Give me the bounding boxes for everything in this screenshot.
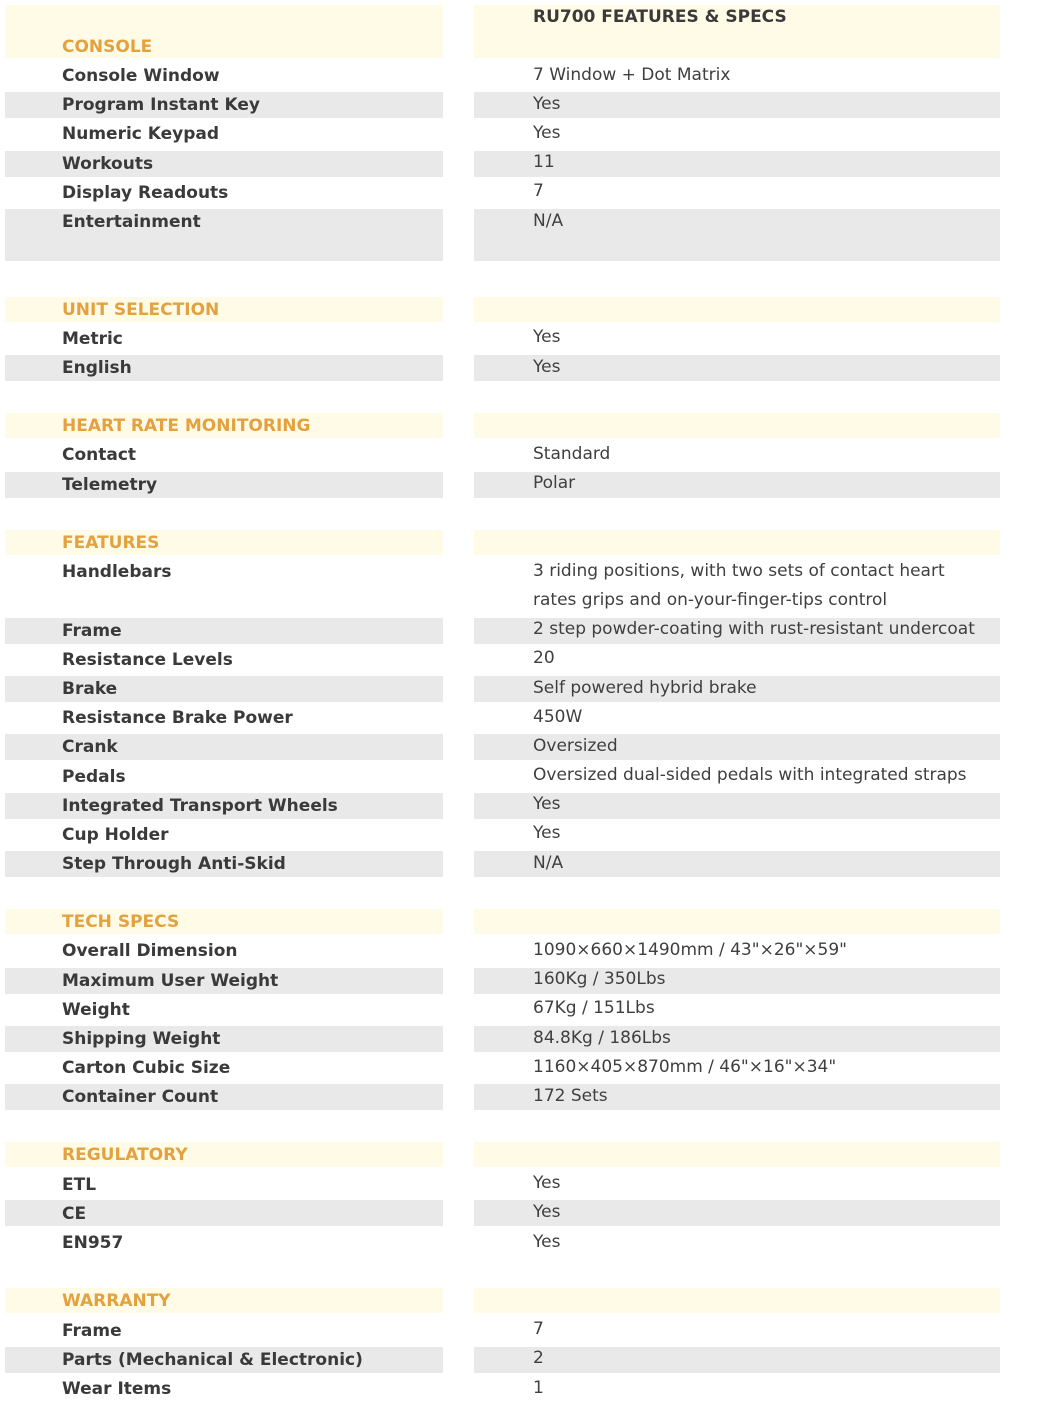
spec-label: EN957 [62, 1233, 124, 1253]
spec-label: Telemetry [62, 475, 158, 495]
spec-label: Handlebars [62, 562, 172, 582]
spec-label: Crank [62, 737, 118, 757]
spec-value: Oversized dual-sided pedals with integrated straps [533, 765, 967, 785]
spec-label: Contact [62, 445, 137, 465]
spec-value: Self powered hybrid brake [533, 678, 757, 698]
spec-value: 172 Sets [533, 1086, 608, 1106]
spec-label: Resistance Brake Power [62, 708, 293, 728]
heading-band [474, 1288, 1000, 1313]
spec-label: Entertainment [62, 212, 201, 232]
spec-label: Container Count [62, 1087, 219, 1107]
heading-band [474, 1142, 1000, 1167]
spec-value: Yes [533, 1232, 561, 1252]
spec-value: Yes [533, 1202, 561, 1222]
heading-band [474, 413, 1000, 438]
spec-label: Cup Holder [62, 825, 169, 845]
spec-value: Yes [533, 94, 561, 114]
spec-value: N/A [533, 853, 564, 873]
spec-label: Resistance Levels [62, 650, 233, 670]
spec-label: Weight [62, 1000, 130, 1020]
heading-band [474, 297, 1000, 322]
spec-value: 2 [533, 1348, 544, 1368]
spec-value: 7 [533, 1319, 544, 1339]
spec-value: 11 [533, 152, 555, 172]
spec-value: 84.8Kg / 186Lbs [533, 1028, 671, 1048]
spec-value: 160Kg / 350Lbs [533, 969, 666, 989]
spec-label: Overall Dimension [62, 941, 238, 961]
spec-value: 3 riding positions, with two sets of contact heart [533, 561, 945, 581]
spec-label: Display Readouts [62, 183, 229, 203]
spec-label: Numeric Keypad [62, 124, 220, 144]
spec-label: Carton Cubic Size [62, 1058, 231, 1078]
spec-label: Pedals [62, 767, 126, 787]
section-heading-unit-selection: UNIT SELECTION [62, 300, 220, 320]
section-heading-features: FEATURES [62, 533, 160, 553]
spec-label: Workouts [62, 154, 154, 174]
section-heading-warranty: WARRANTY [62, 1291, 171, 1311]
page-title: RU700 FEATURES & SPECS [533, 7, 787, 27]
spec-value: 450W [533, 707, 583, 727]
spec-value: 1160×405×870mm / 46"×16"×34" [533, 1057, 837, 1077]
section-heading-console: CONSOLE [62, 37, 153, 57]
spec-label: English [62, 358, 132, 378]
spec-value: 1 [533, 1378, 544, 1398]
spec-label: Integrated Transport Wheels [62, 796, 338, 816]
spec-label: Frame [62, 621, 122, 641]
spec-label: Metric [62, 329, 123, 349]
heading-band [474, 530, 1000, 555]
section-heading-heart-rate: HEART RATE MONITORING [62, 416, 311, 436]
heading-band [474, 909, 1000, 934]
spec-label: ETL [62, 1175, 97, 1195]
spec-value: Yes [533, 1173, 561, 1193]
spec-value: Polar [533, 473, 576, 493]
spec-label: Program Instant Key [62, 95, 260, 115]
section-heading-regulatory: REGULATORY [62, 1145, 188, 1165]
spec-value: 7 Window + Dot Matrix [533, 65, 731, 85]
spec-value-continued: rates grips and on-your-finger-tips control [533, 590, 888, 610]
spec-label: Shipping Weight [62, 1029, 221, 1049]
spec-value: Yes [533, 327, 561, 347]
spec-value: Yes [533, 823, 561, 843]
spec-value: Standard [533, 444, 611, 464]
stripe [474, 1347, 1000, 1373]
spec-value: 2 step powder-coating with rust-resistant undercoat [533, 619, 975, 639]
spec-label: Console Window [62, 66, 220, 86]
spec-value: 67Kg / 151Lbs [533, 998, 655, 1018]
spec-value: 1090×660×1490mm / 43"×26"×59" [533, 940, 847, 960]
spec-label: Brake [62, 679, 118, 699]
spec-value: Yes [533, 794, 561, 814]
spec-value: Oversized [533, 736, 618, 756]
spec-label: Wear Items [62, 1379, 172, 1399]
spec-value: Yes [533, 123, 561, 143]
spec-label: CE [62, 1204, 87, 1224]
spec-value: Yes [533, 357, 561, 377]
spec-label: Maximum User Weight [62, 971, 279, 991]
spec-label: Parts (Mechanical & Electronic) [62, 1350, 363, 1370]
spec-value: 7 [533, 181, 544, 201]
section-heading-tech-specs: TECH SPECS [62, 912, 180, 932]
spec-value: 20 [533, 648, 555, 668]
spec-label: Frame [62, 1321, 122, 1341]
spec-label: Step Through Anti-Skid [62, 854, 286, 874]
spec-value: N/A [533, 211, 564, 231]
